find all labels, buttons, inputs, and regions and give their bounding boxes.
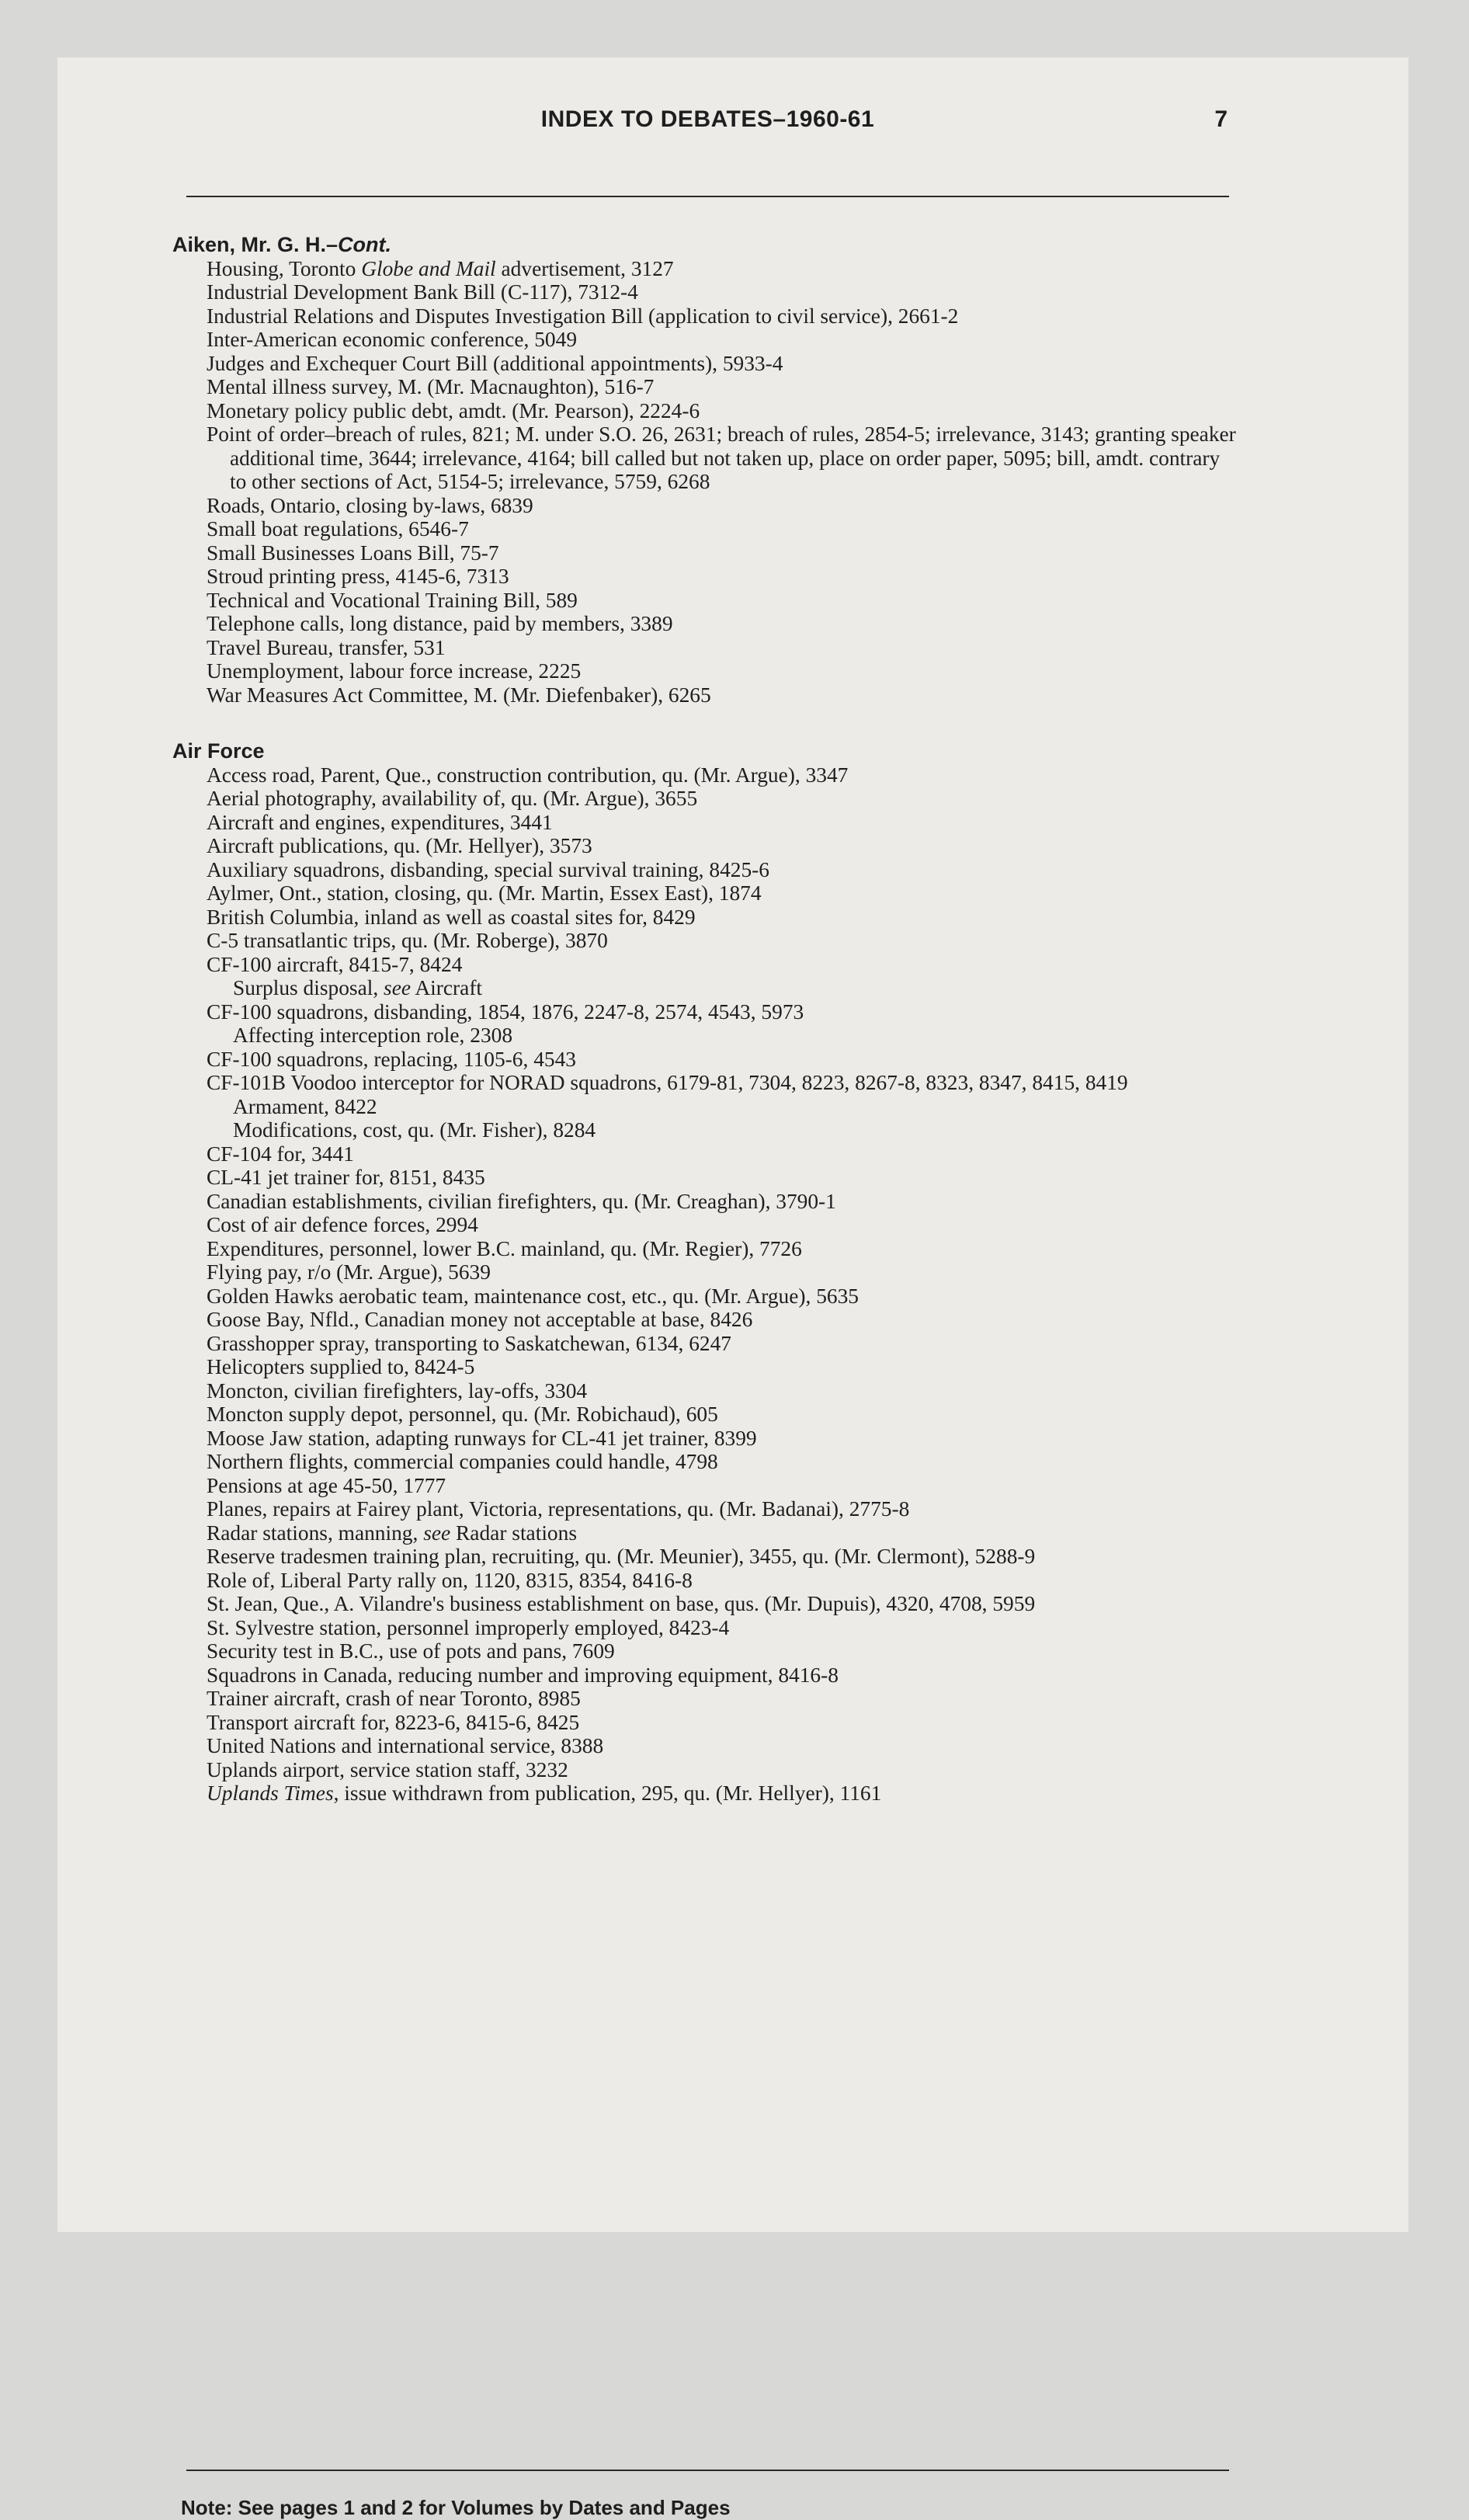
index-section [172, 233, 1241, 707]
index-entry: Flying pay, r/o (Mr. Argue), 5639 [207, 1260, 491, 1284]
index-entry: C-5 transatlantic trips, qu. (Mr. Roberge), 3870 [207, 929, 608, 952]
index-entry: Industrial Relations and Disputes Investigation Bill (application to civil service), 2661-2 [207, 304, 959, 328]
entry-text-part: Aircraft [411, 976, 483, 999]
index-subentry: Modifications, cost, qu. (Mr. Fisher), 8284 [233, 1118, 596, 1142]
index-entry: Roads, Ontario, closing by-laws, 6839 [207, 493, 533, 517]
index-entry: Canadian establishments, civilian firefighters, qu. (Mr. Creaghan), 3790-1 [207, 1189, 836, 1213]
index-entry: Aircraft and engines, expenditures, 3441 [207, 810, 553, 834]
index-entry: Grasshopper spray, transporting to Saskatchewan, 6134, 6247 [207, 1331, 732, 1355]
index-subentry: Affecting interception role, 2308 [233, 1024, 513, 1047]
index-entry: Moncton supply depot, personnel, qu. (Mr. Robichaud), 605 [207, 1403, 718, 1426]
index-section [172, 739, 1241, 1806]
index-entry: CL-41 jet trainer for, 8151, 8435 [207, 1166, 485, 1189]
section-heading-continued: Cont. [338, 233, 392, 256]
index-entry: Mental illness survey, M. (Mr. Macnaughton), 516-7 [207, 375, 655, 398]
index-entry: Security test in B.C., use of pots and pans, 7609 [207, 1639, 615, 1663]
entry-text-part: , issue withdrawn from publication, 295, qu. (Mr. Hellyer), 1161 [333, 1781, 882, 1805]
header-rule [186, 196, 1229, 197]
index-entry: Technical and Vocational Training Bill, 589 [207, 588, 578, 612]
index-entry: Judges and Exchequer Court Bill (additional appointments), 5933-4 [207, 351, 783, 375]
index-entry: Squadrons in Canada, reducing number and improving equipment, 8416-8 [207, 1663, 839, 1687]
index-entry: Point of order–breach of rules, 821; M. under S.O. 26, 2631; breach of rules, 2854-5; irrelevance, 3143; granting speaker additional time, 3644; irrelevance, 4164; bill called but not taken up, place on order paper, 5095; bill, amdt. contrary to other sections of Act, 5154-5; irrelevance, 5759, 6268 [207, 422, 1236, 493]
entry-text-part: Radar stations [450, 1521, 577, 1545]
section-heading-text: Air Force [172, 739, 265, 763]
index-entry: Reserve tradesmen training plan, recruiting, qu. (Mr. Meunier), 3455, qu. (Mr. Clermont), 5288-9 [207, 1545, 1036, 1568]
index-entry: CF-100 squadrons, disbanding, 1854, 1876, 2247-8, 2574, 4543, 5973 [207, 999, 804, 1024]
page-title: INDEX TO DEBATES–1960-61 [540, 106, 875, 132]
index-entry: Industrial Development Bank Bill (C-117), 7312-4 [207, 280, 638, 304]
index-entry: Telephone calls, long distance, paid by members, 3389 [207, 612, 673, 635]
entry-text-part: Surplus disposal, [233, 976, 384, 999]
index-entry: CF-100 squadrons, replacing, 1105-6, 4543 [207, 1047, 576, 1071]
index-entry: Aircraft publications, qu. (Mr. Hellyer), 3573 [207, 834, 592, 857]
index-entry: Small boat regulations, 6546-7 [207, 517, 469, 540]
section-heading [172, 233, 1241, 257]
entry-text-part: advertisement, 3127 [495, 256, 674, 280]
index-entry: Small Businesses Loans Bill, 75-7 [207, 540, 499, 565]
page-header [186, 96, 1229, 139]
section-heading-text: Aiken, Mr. G. H.– [172, 233, 339, 256]
index-entry [207, 1521, 1241, 1545]
footer-rule [186, 2470, 1229, 2471]
index-entry: Pensions at age 45-50, 1777 [207, 1473, 446, 1497]
index-entry: Goose Bay, Nfld., Canadian money not acceptable at base, 8426 [207, 1308, 753, 1331]
entry-text-part: Uplands Times [207, 1781, 334, 1805]
index-entry: Golden Hawks aerobatic team, maintenance cost, etc., qu. (Mr. Argue), 5635 [207, 1284, 859, 1308]
index-subentry [233, 976, 1241, 1000]
index-entry: Trainer aircraft, crash of near Toronto, 8985 [207, 1687, 581, 1710]
page-number: 7 [1214, 106, 1228, 132]
index-entry: Transport aircraft for, 8223-6, 8415-6, 8425 [207, 1710, 580, 1734]
index-entry: Moose Jaw station, adapting runways for CL-41 jet trainer, 8399 [207, 1426, 757, 1450]
index-entry: St. Jean, Que., A. Vilandre's business establishment on base, qus. (Mr. Dupuis), 4320, 4708, 5959 [207, 1592, 1036, 1615]
index-entry: Inter-American economic conference, 5049 [207, 328, 578, 351]
index-entry: British Columbia, inland as well as coastal sites for, 8429 [207, 905, 696, 929]
entry-text-part: Radar stations, manning, [207, 1521, 424, 1545]
index-entry: Monetary policy public debt, amdt. (Mr. Pearson), 2224-6 [207, 398, 700, 422]
entry-text-part: see [384, 976, 412, 999]
entry-text-part: see [423, 1521, 451, 1545]
index-entry: Unemployment, labour force increase, 2225 [207, 659, 582, 683]
index-entry: Aylmer, Ont., station, closing, qu. (Mr. Martin, Essex East), 1874 [207, 881, 762, 905]
index-entry: Access road, Parent, Que., construction contribution, qu. (Mr. Argue), 3347 [207, 763, 849, 787]
index-entry: Expenditures, personnel, lower B.C. mainland, qu. (Mr. Regier), 7726 [207, 1236, 802, 1260]
index-entry: CF-104 for, 3441 [207, 1142, 354, 1166]
entry-text-part: Housing, Toronto [207, 256, 362, 280]
section-heading [172, 739, 1241, 763]
index-subentry: Armament, 8422 [233, 1094, 377, 1118]
index-entry: Aerial photography, availability of, qu. (Mr. Argue), 3655 [207, 787, 698, 810]
index-entry: Uplands airport, service station staff, 3232 [207, 1757, 568, 1781]
index-entry: CF-101B Voodoo interceptor for NORAD squadrons, 6179-81, 7304, 8223, 8267-8, 8323, 8347, 8415, 8419 [207, 1071, 1128, 1094]
index-entry: Auxiliary squadrons, disbanding, special survival training, 8425-6 [207, 857, 769, 881]
index-entry: War Measures Act Committee, M. (Mr. Diefenbaker), 6265 [207, 683, 711, 707]
footer-note: Note: See pages 1 and 2 for Volumes by Dates and Pages [181, 2496, 731, 2519]
index-entry: Cost of air defence forces, 2994 [207, 1213, 478, 1236]
index-entry: Role of, Liberal Party rally on, 1120, 8315, 8354, 8416-8 [207, 1568, 693, 1592]
index-entry [207, 1781, 1241, 1806]
index-entry [207, 257, 1241, 281]
index-entry: Planes, repairs at Fairey plant, Victoria, representations, qu. (Mr. Badanai), 2775-8 [207, 1497, 910, 1521]
index-entry: Stroud printing press, 4145-6, 7313 [207, 565, 509, 588]
index-content [172, 233, 1241, 1806]
index-entry: Moncton, civilian firefighters, lay-offs, 3304 [207, 1378, 588, 1403]
entry-text-part: Globe and Mail [361, 256, 496, 280]
index-entry: United Nations and international service, 8388 [207, 1734, 604, 1757]
index-entry: CF-100 aircraft, 8415-7, 8424 [207, 952, 463, 976]
index-entry: St. Sylvestre station, personnel improperly employed, 8423-4 [207, 1615, 730, 1639]
index-entry: Northern flights, commercial companies could handle, 4798 [207, 1450, 718, 1473]
index-entry: Travel Bureau, transfer, 531 [207, 635, 446, 659]
index-entry: Helicopters supplied to, 8424-5 [207, 1355, 475, 1378]
